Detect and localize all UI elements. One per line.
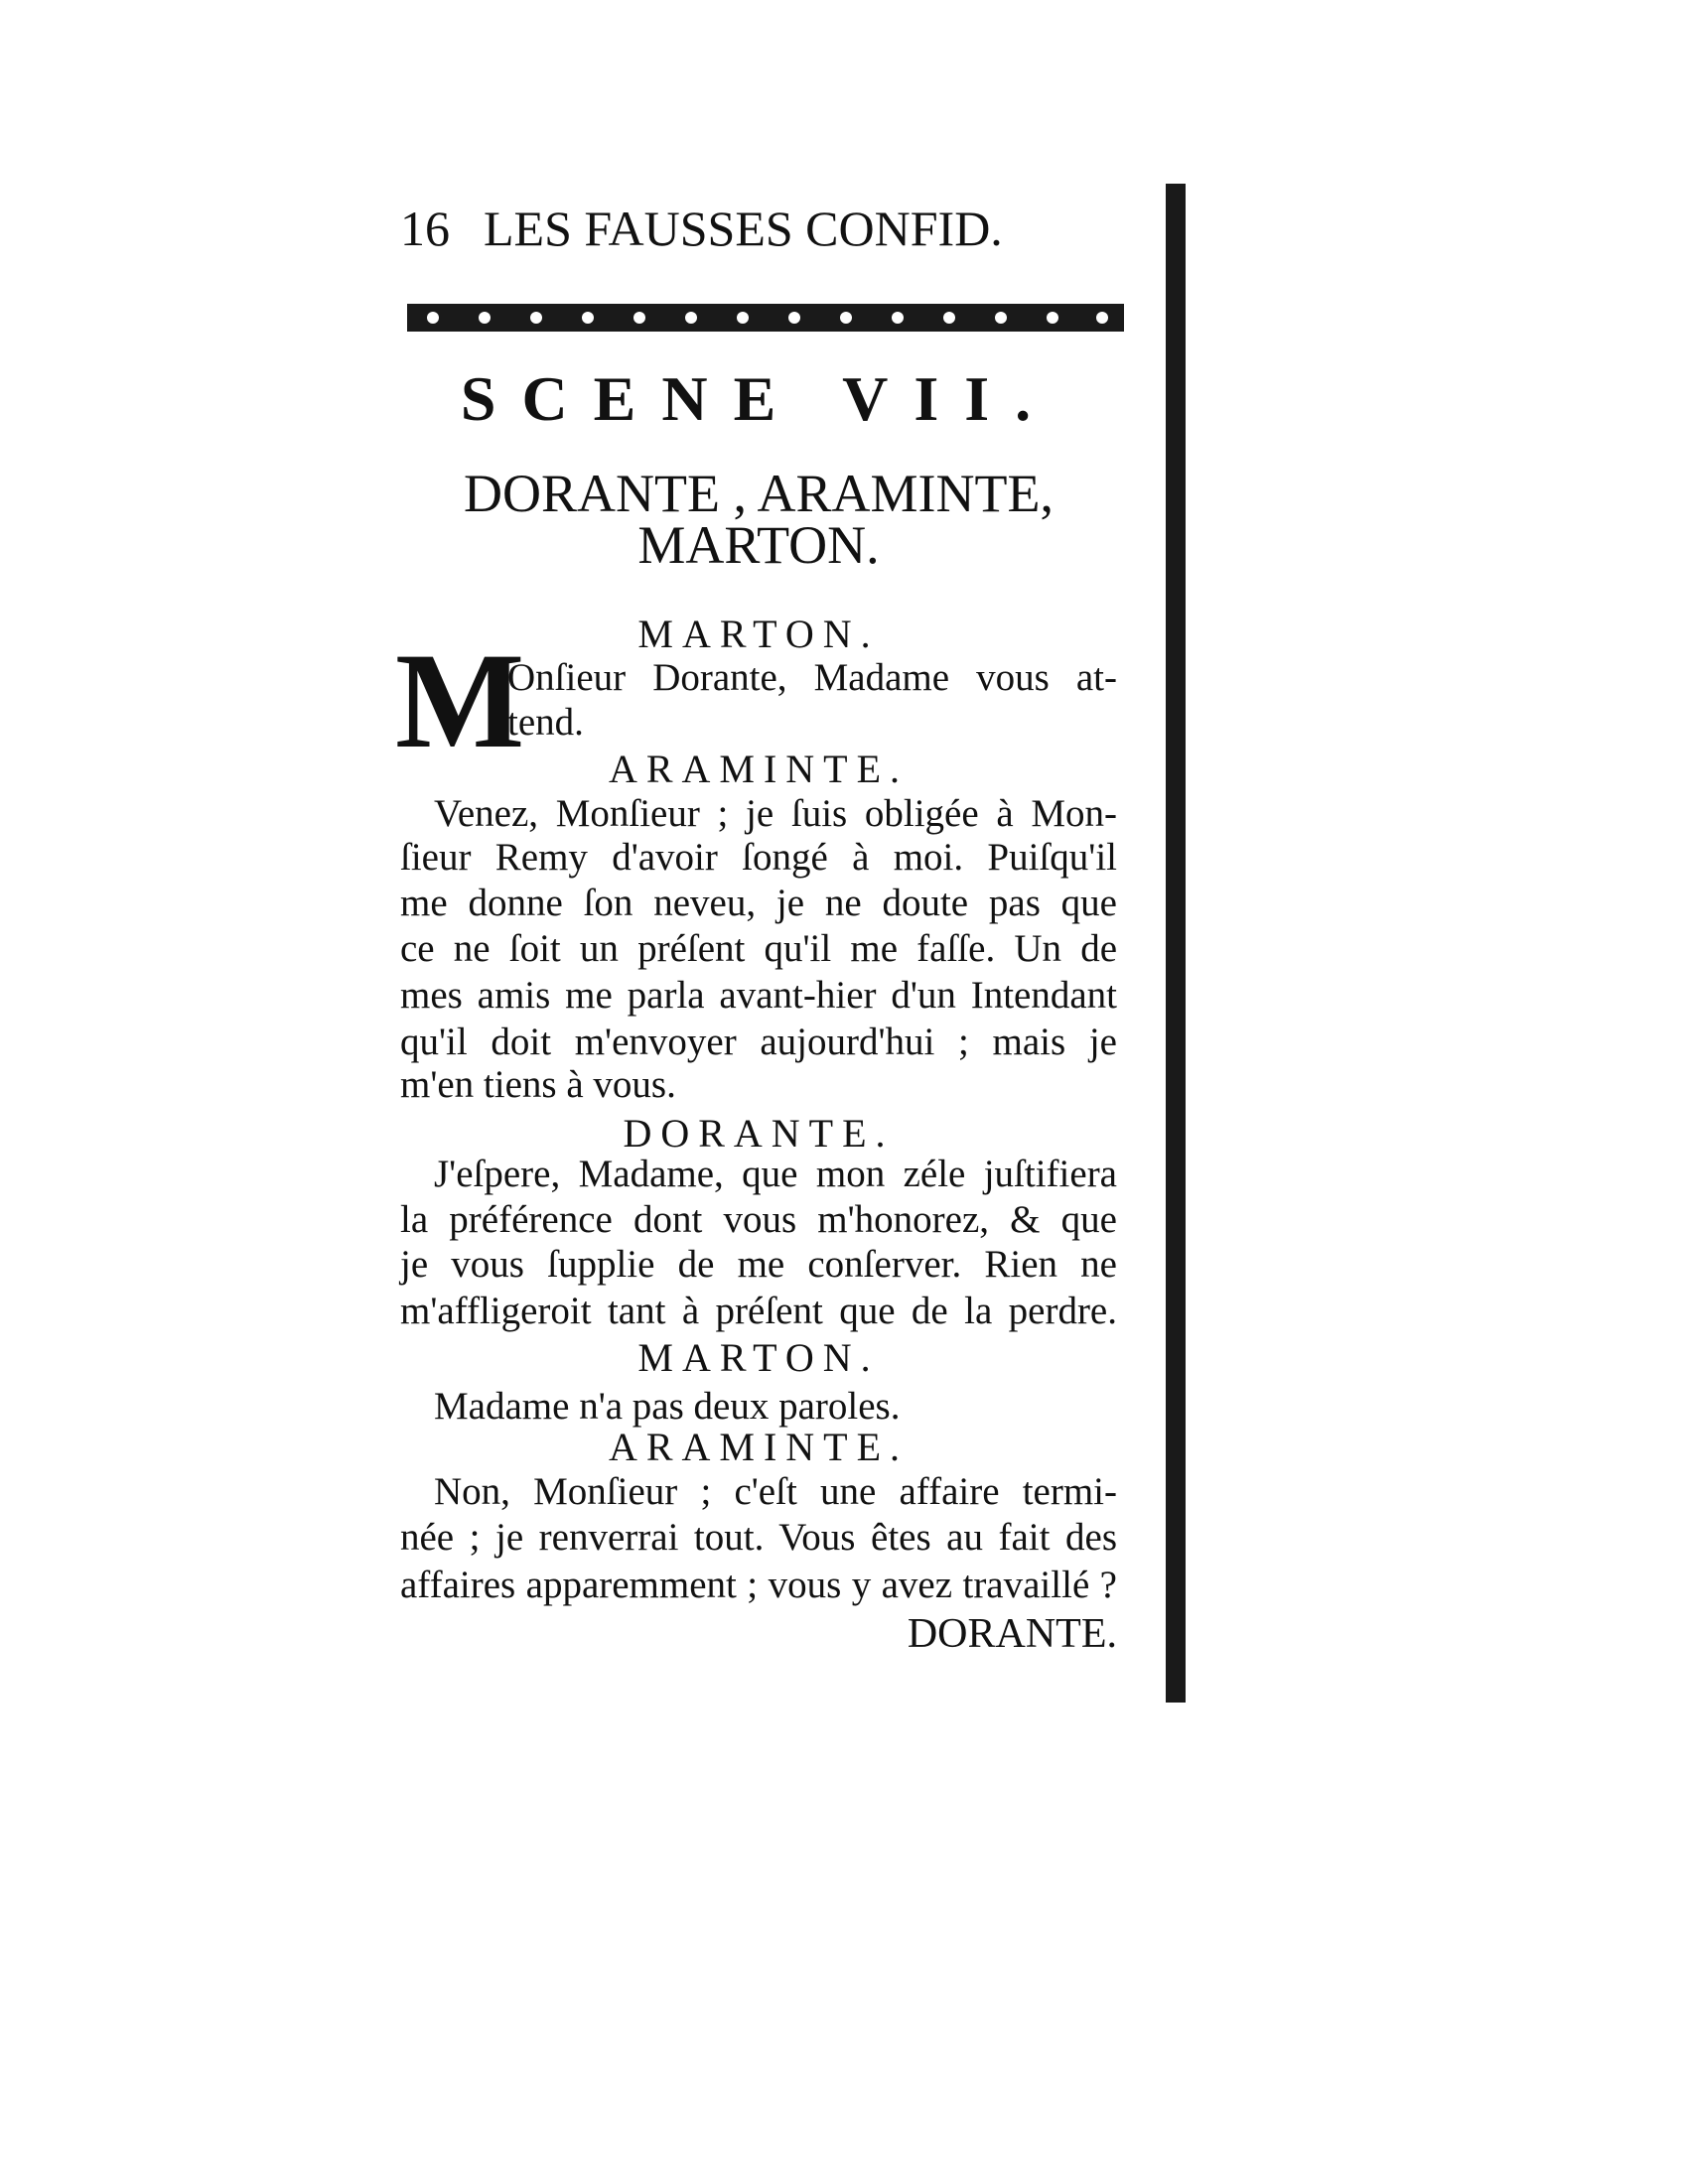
catchword: DORANTE. (907, 1611, 1117, 1657)
ornament-band (407, 302, 1124, 334)
speaker-heading: MARTON. (637, 612, 880, 656)
text-line: qu'il doit m'envoyer aujourd'hui ; mais je (400, 1021, 1117, 1063)
text-line: ce ne ſoit un préſent qu'il me faſſe. Un de (400, 927, 1117, 970)
scene-title: SCENE VII. (460, 363, 1057, 434)
text-line: tend. (507, 701, 584, 744)
text-line: mes amis me parla avant-hier d'un Intendant (400, 974, 1117, 1017)
speaker-heading: ARAMINTE. (608, 1425, 910, 1469)
text-line: je vous ſupplie de me conſerver. Rien ne (400, 1243, 1117, 1286)
page-number: 16 (400, 201, 450, 256)
speaker-heading: MARTON. (637, 1335, 880, 1380)
speaker-heading: DORANTE. (623, 1111, 895, 1156)
drop-cap: M (395, 624, 525, 776)
character-list-line-2: MARTON. (637, 515, 880, 575)
text-line: Non, Monſieur ; c'eſt une affaire termi- (434, 1470, 1117, 1513)
text-line: m'en tiens à vous. (400, 1063, 676, 1106)
text-line: Venez, Monſieur ; je ſuis obligée à Mon- (434, 792, 1117, 835)
text-line: Madame n'a pas deux paroles. (434, 1385, 901, 1428)
text-line: me donne ſon neveu, je ne doute pas que (400, 882, 1117, 924)
text-line: affaires apparemment ; vous y avez travaillé ? (400, 1564, 1117, 1606)
speaker-heading: ARAMINTE. (608, 747, 910, 791)
text-line: J'eſpere, Madame, que mon zéle juſtifiera (434, 1153, 1117, 1195)
running-header (400, 199, 1046, 258)
running-title: LES FAUSSES CONFID. (484, 201, 1003, 256)
text-line: née ; je renverrai tout. Vous êtes au fait des (400, 1516, 1117, 1559)
text-line: ſieur Remy d'avoir ſongé à moi. Puiſqu'il (400, 836, 1117, 879)
character-list-line-1: DORANTE , ARAMINTE, (464, 464, 1054, 523)
page-edge-shadow (1166, 184, 1186, 1703)
text-line: m'affligeroit tant à préſent que de la perdre. (400, 1290, 1117, 1332)
text-line: la préférence dont vous m'honorez, & que (400, 1198, 1117, 1241)
text-line: Onſieur Dorante, Madame vous at- (507, 656, 1117, 699)
